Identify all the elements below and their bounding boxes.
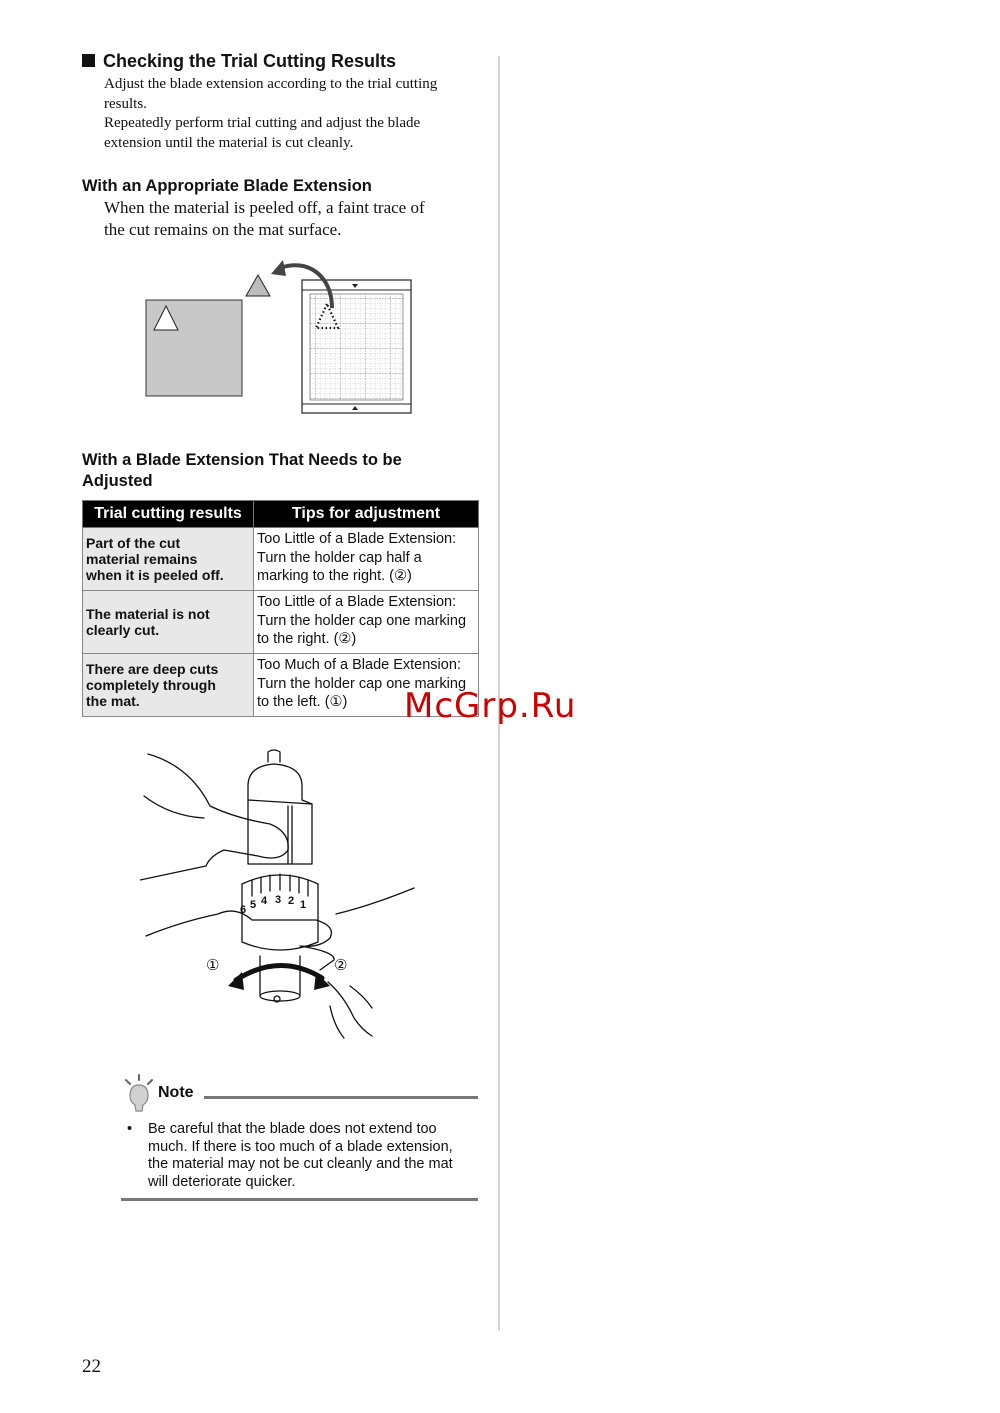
tip-line: Turn the holder cap half a (257, 549, 422, 566)
square-bullet-icon (82, 54, 95, 67)
table-header-row (83, 501, 479, 528)
dial-number: 3 (275, 894, 282, 906)
appropriate-line: When the material is peeled off, a faint trace of (104, 198, 425, 217)
section-title (82, 51, 396, 72)
intro-line: results. (104, 95, 147, 112)
note-text (148, 1121, 480, 1191)
peeled-material-illustration (140, 248, 420, 423)
result-line: the mat. (86, 693, 140, 709)
table-header: Trial cutting results (83, 501, 254, 528)
note-line: will deteriorate quicker. (148, 1173, 296, 1190)
table-row (83, 528, 479, 591)
material-sheet (146, 300, 242, 396)
dial-number: 1 (300, 899, 307, 911)
tip-cell (254, 591, 479, 654)
tip-cell (254, 528, 479, 591)
result-line: There are deep cuts (86, 661, 219, 677)
tip-line: Too Little of a Blade Extension: (257, 594, 457, 610)
dial-number: 6 (240, 904, 247, 916)
adjust-heading (82, 450, 402, 492)
bullet-icon: • (127, 1121, 133, 1137)
dial-number: 2 (288, 895, 295, 907)
section-title-text: Checking the Trial Cutting Results (103, 51, 397, 71)
result-line: material remains (86, 551, 198, 567)
result-line: clearly cut. (86, 622, 160, 638)
tip-line: to the right. (②) (257, 631, 357, 647)
result-cell (83, 654, 254, 717)
holder-cap-illustration (140, 746, 430, 1046)
intro-line: Repeatedly perform trial cutting and adjust the blade (104, 115, 421, 131)
adjust-heading-line: With a Blade Extension That Needs to be (82, 451, 402, 469)
result-line: when it is peeled off. (86, 567, 224, 583)
note-bottom-divider (121, 1198, 478, 1201)
note-line: Be careful that the blade does not extend too (148, 1121, 437, 1137)
note-lightbulb-icon (120, 1074, 158, 1114)
adjustment-table (82, 500, 479, 717)
holder-shaft (268, 750, 280, 762)
dial-number: 5 (250, 899, 257, 911)
intro-line: extension until the material is cut cleanly. (104, 134, 354, 151)
note-line: the material may not be cut cleanly and the mat (148, 1156, 453, 1172)
intro-line: Adjust the blade extension according to the trial cutting (104, 76, 438, 92)
peeled-triangle-icon (246, 275, 270, 296)
tip-line: Too Much of a Blade Extension: (257, 657, 461, 673)
tip-line: Turn the holder cap one marking (257, 612, 467, 629)
table-header: Tips for adjustment (254, 501, 479, 528)
watermark: McGrp.Ru (404, 686, 577, 726)
page-number: 22 (82, 1356, 101, 1377)
marker-left: ① (206, 956, 220, 974)
result-line: completely through (86, 677, 216, 693)
dial-number: 4 (261, 895, 268, 907)
adjust-heading-line: Adjusted (82, 472, 153, 490)
result-cell (83, 528, 254, 591)
intro-paragraph (104, 75, 484, 153)
note-label: Note (158, 1084, 194, 1101)
appropriate-paragraph (104, 197, 474, 240)
tip-line: marking to the right. (②) (257, 568, 412, 584)
appropriate-line: the cut remains on the mat surface. (104, 219, 342, 239)
tip-line: Too Little of a Blade Extension: (257, 531, 457, 547)
note-divider (204, 1096, 478, 1099)
result-line: Part of the cut (86, 535, 181, 551)
table-row (83, 591, 479, 654)
tip-line: to the left. (①) (257, 694, 348, 710)
result-line: The material is not (86, 606, 210, 622)
appropriate-heading: With an Appropriate Blade Extension (82, 177, 372, 195)
result-cell (83, 591, 254, 654)
tip-line: Turn the holder cap one marking (257, 675, 467, 692)
marker-right: ② (334, 956, 348, 974)
note-line: much. If there is too much of a blade extension, (148, 1138, 453, 1155)
